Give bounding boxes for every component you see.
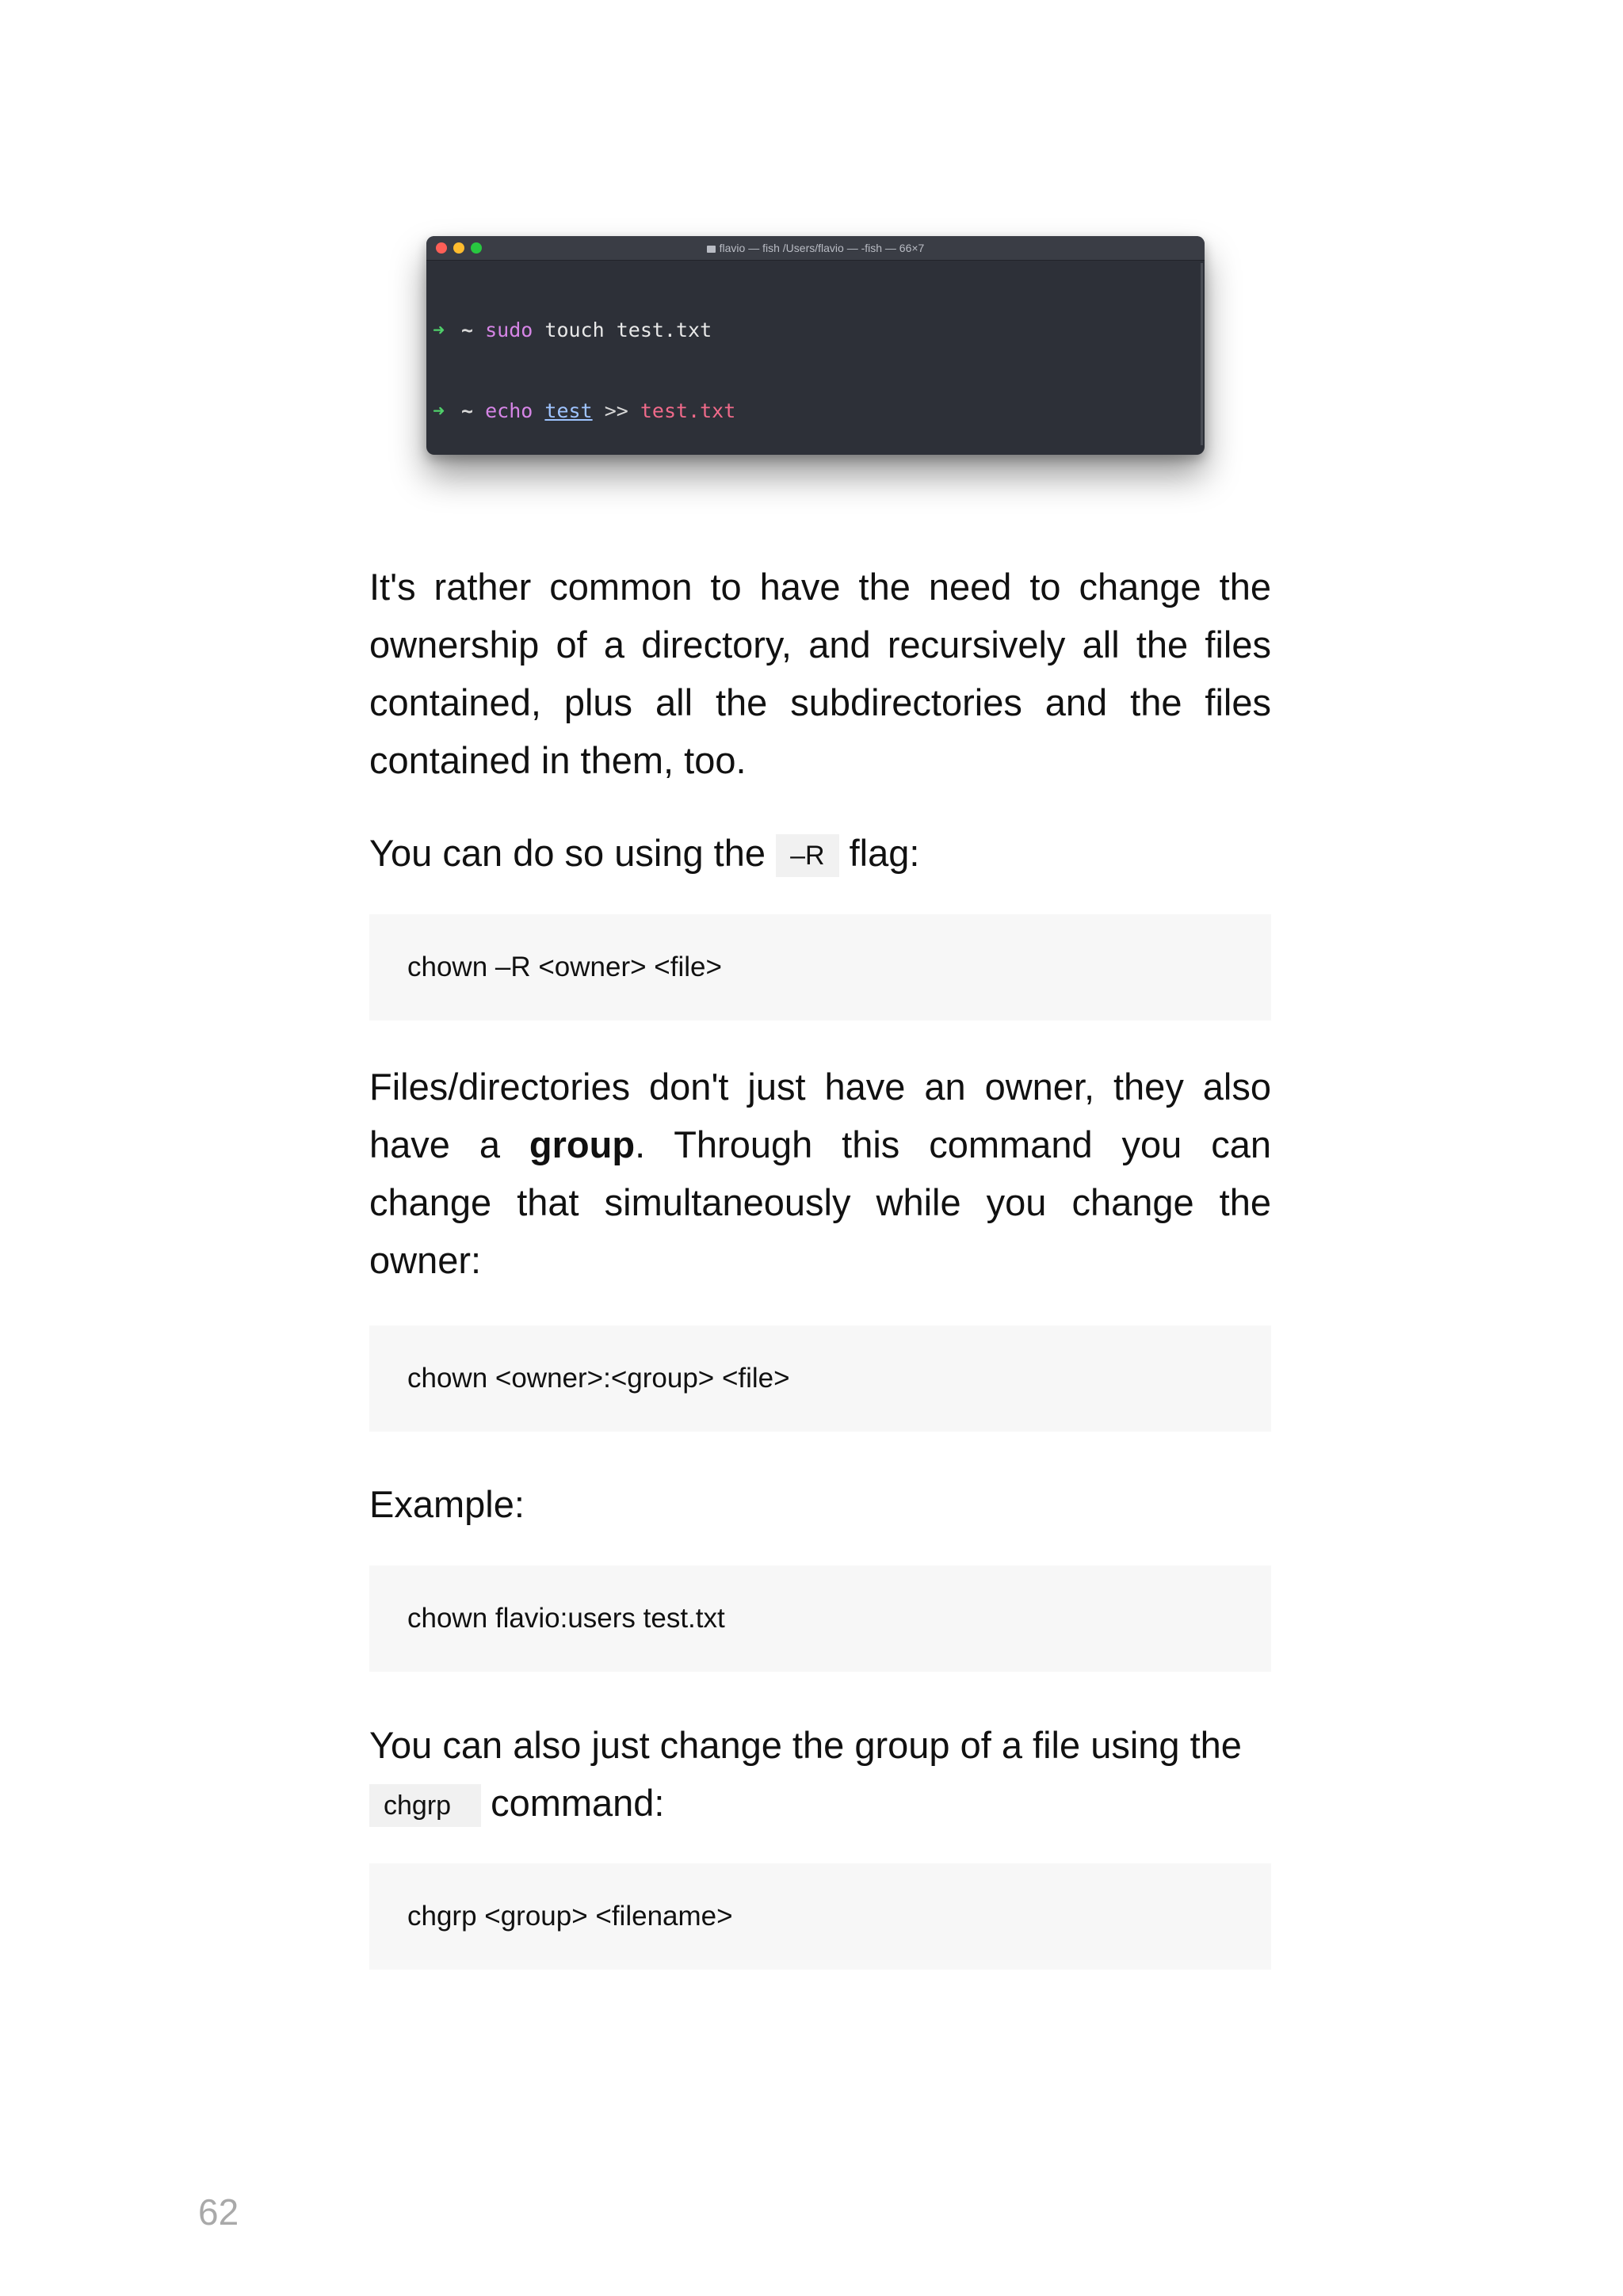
terminal-title: flavio — fish /Users/flavio — -fish — 66×7 xyxy=(426,242,1205,254)
inline-code-chgrp: chgrp xyxy=(369,1784,481,1827)
code-block-chown-example: chown flavio:users test.txt xyxy=(369,1566,1271,1672)
terminal-line: ➜ ~ echo test >> test.txt xyxy=(433,398,1197,425)
terminal-screenshot xyxy=(426,236,1205,455)
terminal-titlebar xyxy=(426,236,1205,261)
folder-icon xyxy=(707,246,716,253)
terminal-output xyxy=(426,261,1205,455)
inline-code-r-flag: –R xyxy=(776,834,838,877)
prompt-arrow-icon: ➜ xyxy=(433,318,445,341)
paragraph-chgrp: You can also just change the group of a file using the chgrp command: xyxy=(369,1716,1271,1832)
paragraph-recursive-flag: You can do so using the –R flag: xyxy=(369,824,1271,882)
paragraph-group: Files/directories don't just have an owner, they also have a group. Through this command you can change that simultaneously while you change the owner: xyxy=(369,1066,1271,1281)
paragraph-example: Example: xyxy=(369,1483,525,1525)
terminal-scrollbar xyxy=(1201,263,1203,445)
paragraph-ownership: It's rather common to have the need to change the ownership of a directory, and recursively all the files contained, plus all the subdirectories and the files contained in them, too. xyxy=(369,566,1271,781)
code-block-chown-owner-group: chown <owner>:<group> <file> xyxy=(369,1325,1271,1432)
terminal-line: ➜ ~ sudo touch test.txt xyxy=(433,317,1197,344)
code-block-chown-recursive: chown –R <owner> <file> xyxy=(369,914,1271,1020)
page-number: 62 xyxy=(198,2191,239,2233)
bold-group: group xyxy=(529,1123,636,1165)
code-block-chgrp: chgrp <group> <filename> xyxy=(369,1863,1271,1970)
prompt-arrow-icon: ➜ xyxy=(433,399,445,422)
